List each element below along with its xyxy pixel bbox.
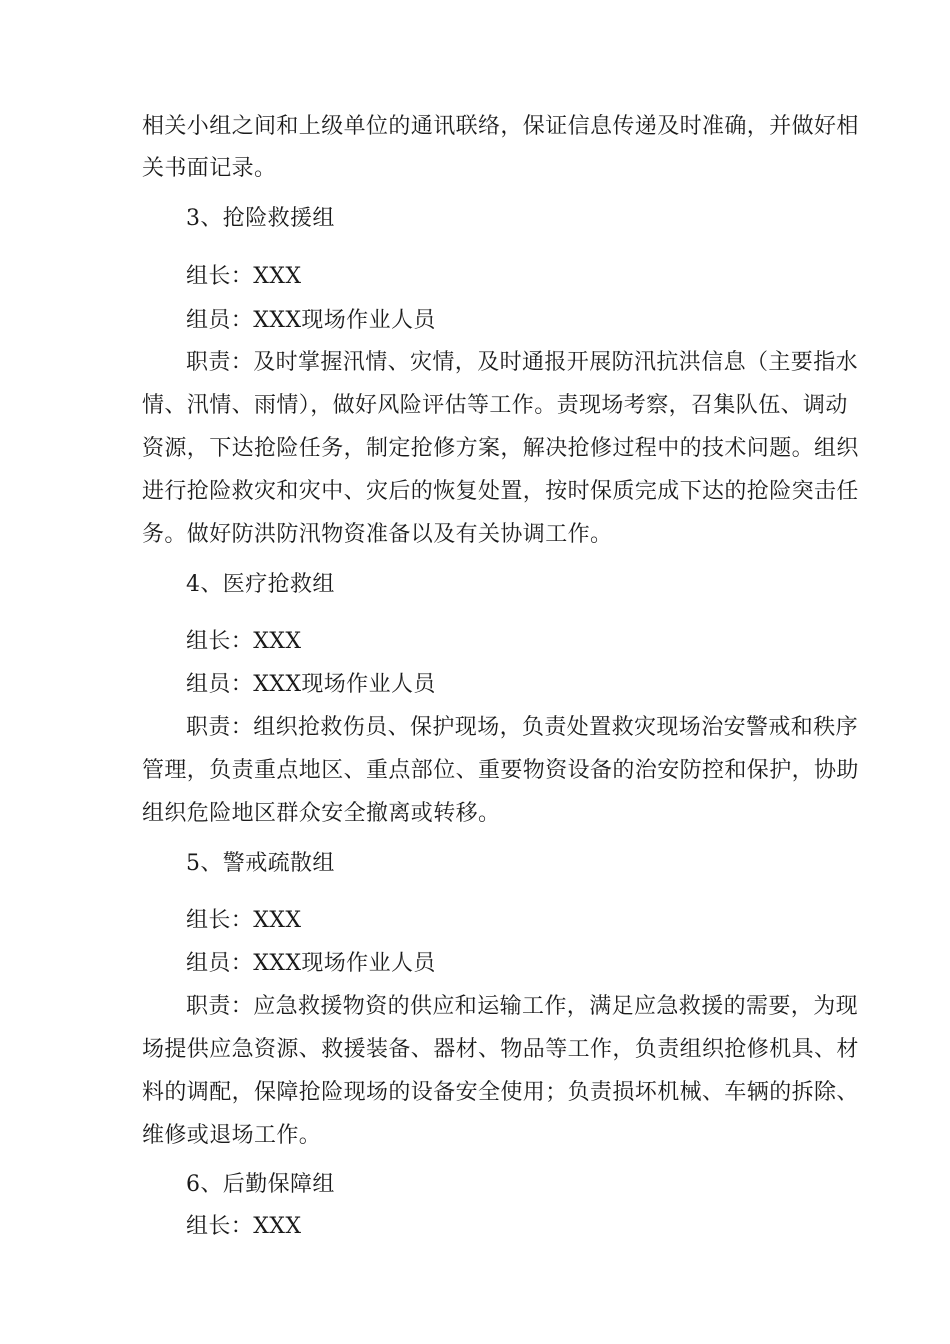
group-leader: 组长：XXX [186, 1214, 302, 1239]
duty-paragraph-line: 维修或退场工作。 [142, 1123, 322, 1148]
group-leader: 组长：XXX [186, 908, 302, 933]
group-leader: 组长：XXX [186, 264, 302, 289]
paragraph-line: 关书面记录。 [142, 156, 277, 181]
section-heading: 4、医疗抢救组 [186, 572, 335, 597]
section-heading: 6、后勤保障组 [186, 1172, 335, 1197]
duty-paragraph-line: 务。做好防洪防汛物资准备以及有关协调工作。 [142, 522, 613, 547]
duty-paragraph-line: 资源，下达抢险任务，制定抢修方案，解决抢修过程中的技术问题。组织 [142, 436, 859, 461]
duty-paragraph-line: 职责：应急救援物资的供应和运输工作，满足应急救援的需要，为现 [186, 994, 859, 1019]
section-heading: 5、警戒疏散组 [186, 851, 335, 876]
paragraph-line: 相关小组之间和上级单位的通讯联络，保证信息传递及时准确，并做好相 [142, 114, 859, 139]
duty-paragraph-line: 情、汛情、雨情），做好风险评估等工作。责现场考察，召集队伍、调动 [142, 393, 848, 418]
group-members: 组员：XXX现场作业人员 [186, 951, 436, 976]
duty-paragraph-line: 管理，负责重点地区、重点部位、重要物资设备的治安防控和保护，协助 [142, 758, 859, 783]
section-heading: 3、抢险救援组 [186, 206, 335, 231]
duty-paragraph-line: 职责：及时掌握汛情、灾情，及时通报开展防汛抗洪信息（主要指水 [186, 350, 859, 375]
group-members: 组员：XXX现场作业人员 [186, 308, 436, 333]
duty-paragraph-line: 进行抢险救灾和灾中、灾后的恢复处置，按时保质完成下达的抢险突击任 [142, 479, 859, 504]
duty-paragraph-line: 场提供应急资源、救援装备、器材、物品等工作，负责组织抢修机具、材 [142, 1037, 859, 1062]
group-members: 组员：XXX现场作业人员 [186, 672, 436, 697]
duty-paragraph-line: 料的调配，保障抢险现场的设备安全使用；负责损坏机械、车辆的拆除、 [142, 1080, 859, 1105]
group-leader: 组长：XXX [186, 629, 302, 654]
duty-paragraph-line: 组织危险地区群众安全撤离或转移。 [142, 801, 501, 826]
duty-paragraph-line: 职责：组织抢救伤员、保护现场，负责处置救灾现场治安警戒和秩序 [186, 715, 859, 740]
